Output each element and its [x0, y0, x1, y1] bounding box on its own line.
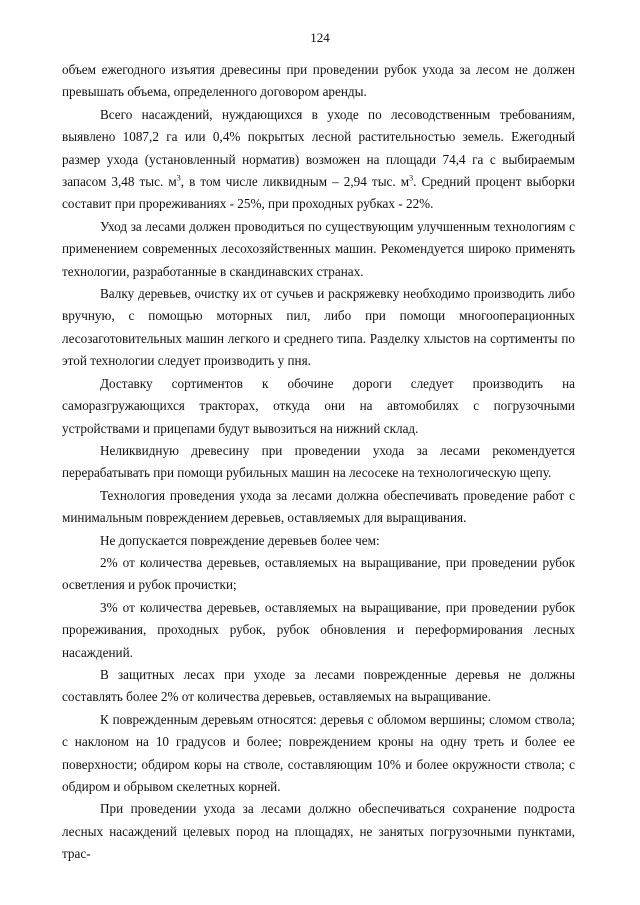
- paragraph-2-part-2: , в том числе ликвидным – 2,94 тыс. м: [180, 174, 410, 190]
- paragraph-13: При проведении ухода за лесами должно обеспечиваться сохранение подроста лесных насаждений целевых пород на площадях, не занятых погрузочными пунктами, трас-: [62, 801, 575, 862]
- paragraph-7: Технология проведения ухода за лесами должна обеспечивать проведение работ с минимальным повреждением деревьев, оставляемых для выращивания.: [62, 487, 575, 526]
- paragraph-10: 3% от количества деревьев, оставляемых на выращивание, при проведении рубок прореживания, проходных рубок, рубок обновления и переформирования лесных насаждений.: [62, 599, 575, 660]
- paragraph-4: Валку деревьев, очистку их от сучьев и раскряжевку необходимо производить либо вручную, с помощью моторных пил, либо при помощи многооперационных лесозаготовительных машин легкого и среднего типа. Разделку хлыстов на сортименты по этой технологии следует производить у пня.: [62, 286, 575, 369]
- document-body: [62, 59, 575, 866]
- paragraph-5: Доставку сортиментов к обочине дороги следует производить на саморазгружающихся тракторах, откуда они на автомобилях с погрузочными устройствами и прицепами будут вывозиться на нижний склад.: [62, 375, 575, 436]
- superscript-cubic-2: 3: [409, 173, 414, 183]
- paragraph-1: объем ежегодного изъятия древесины при проведении рубок ухода за лесом не должен превышать объема, определенного договором аренды.: [62, 62, 575, 100]
- paragraph-2-part-1: Всего насаждений, нуждающихся в уходе по лесоводственным требованиям, выявлено 1087,2 га или 0,4% покрытых лесной растительностью земель. Ежегодный размер ухода (установленный норматив) возможен на площади 74,4 га с выбираемым запасом 3,48 тыс. м: [62, 106, 575, 190]
- paragraph-2: [62, 104, 575, 216]
- paragraph-3: Уход за лесами должен проводиться по существующим улучшенным технологиям с применением современных лесохозяйственных машин. Рекомендуется широко применять технологии, разработанные в скандинавских странах.: [62, 218, 575, 279]
- paragraph-9: 2% от количества деревьев, оставляемых на выращивание, при проведении рубок осветления и рубок прочистки;: [62, 554, 575, 593]
- paragraph-8: Не допускается повреждение деревьев более чем:: [100, 532, 380, 548]
- paragraph-12: К поврежденным деревьям относятся: деревья с обломом вершины; сломом ствола; с наклоном на 10 градусов и более; повреждением кроны на одну треть и более ее поверхности; обдиром коры на стволе, составляющим 10% и более окружности ствола; с обдиром и обрывом скелетных корней.: [62, 711, 575, 794]
- superscript-cubic-1: 3: [176, 173, 181, 183]
- paragraph-2-part-3: . Средний процент выборки составит при прореживаниях - 25%, при проходных рубках - 22%.: [62, 174, 575, 212]
- page-number: 124: [310, 30, 330, 45]
- paragraph-6: Неликвидную древесину при проведении ухода за лесами рекомендуется перерабатывать при помощи рубильных машин на лесосеке на технологическую щепу.: [62, 442, 575, 481]
- paragraph-11: В защитных лесах при уходе за лесами поврежденные деревья не должны составлять более 2% от количества деревьев, оставляемых на выращивание.: [62, 666, 575, 705]
